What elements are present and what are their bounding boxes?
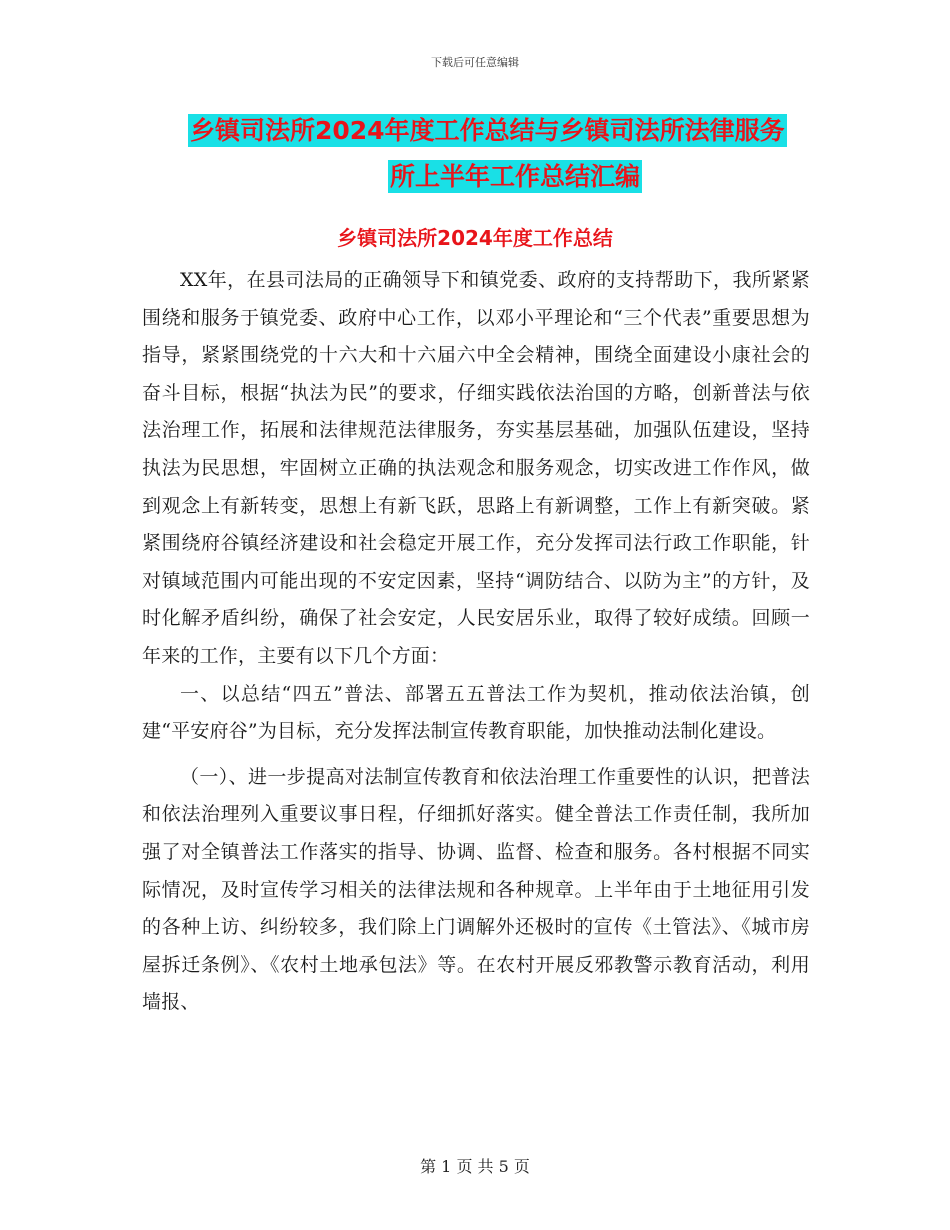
document-title [140,108,850,200]
title-line-2: 所上半年工作总结汇编 [389,162,640,191]
paragraph-intro: XX年，在县司法局的正确领导下和镇党委、政府的支持帮助下，我所紧紧围绕和服务于镇党委、政府中心工作，以邓小平理论和“三个代表”重要思想为指导，紧紧围绕党的十六大和十六届六中全会精神，围绕全面建设小康社会的奋斗目标，根据“执法为民”的要求，仔细实践依法治国的方略，创新普法与依法治理工作，拓展和法律规范法律服务，夯实基层基础，加强队伍建设，坚持执法为民思想，牢固树立正确的执法观念和服务观念，切实改进工作作风，做到观念上有新转变，思想上有新飞跃，思路上有新调整，工作上有新突破。紧紧围绕府谷镇经济建设和社会稳定开展工作，充分发挥司法行政工作职能，针对镇域范围内可能出现的不安定因素，坚持“调防结合、以防为主”的方针，及时化解矛盾纠纷，确保了社会安定，人民安居乐业，取得了较好成绩。回顾一年来的工作，主要有以下几个方面： [142,269,810,667]
page-footer: 第 1 页 共 5 页 [420,1157,530,1176]
paragraph-section-1: 一、以总结“四五”普法、部署五五普法工作为契机，推动依法治镇，创建“平安府谷”为目标，充分发挥法制宣传教育职能，加快推动法制化建设。 [142,682,810,743]
title-line-1: 乡镇司法所2024年度工作总结与乡镇司法所法律服务 [190,116,785,145]
section-subtitle: 乡镇司法所2024年度工作总结 [337,226,613,250]
header-note: 下载后可任意编辑 [431,56,519,69]
document-body [142,262,810,1022]
paragraph-subsection-1: （一）、进一步提高对法制宣传教育和依法治理工作重要性的认识，把普法和依法治理列入重要议事日程，仔细抓好落实。健全普法工作责任制，我所加强了对全镇普法工作落实的指导、协调、监督、检查和服务。各村根据不同实际情况，及时宣传学习相关的法律法规和各种规章。上半年由于土地征用引发的各种上访、纠纷较多，我们除上门调解外还极时的宣传《土管法》、《城市房屋拆迁条例》、《农村土地承包法》等。在农村开展反邪教警示教育活动，利用墙报、 [142,765,810,1014]
